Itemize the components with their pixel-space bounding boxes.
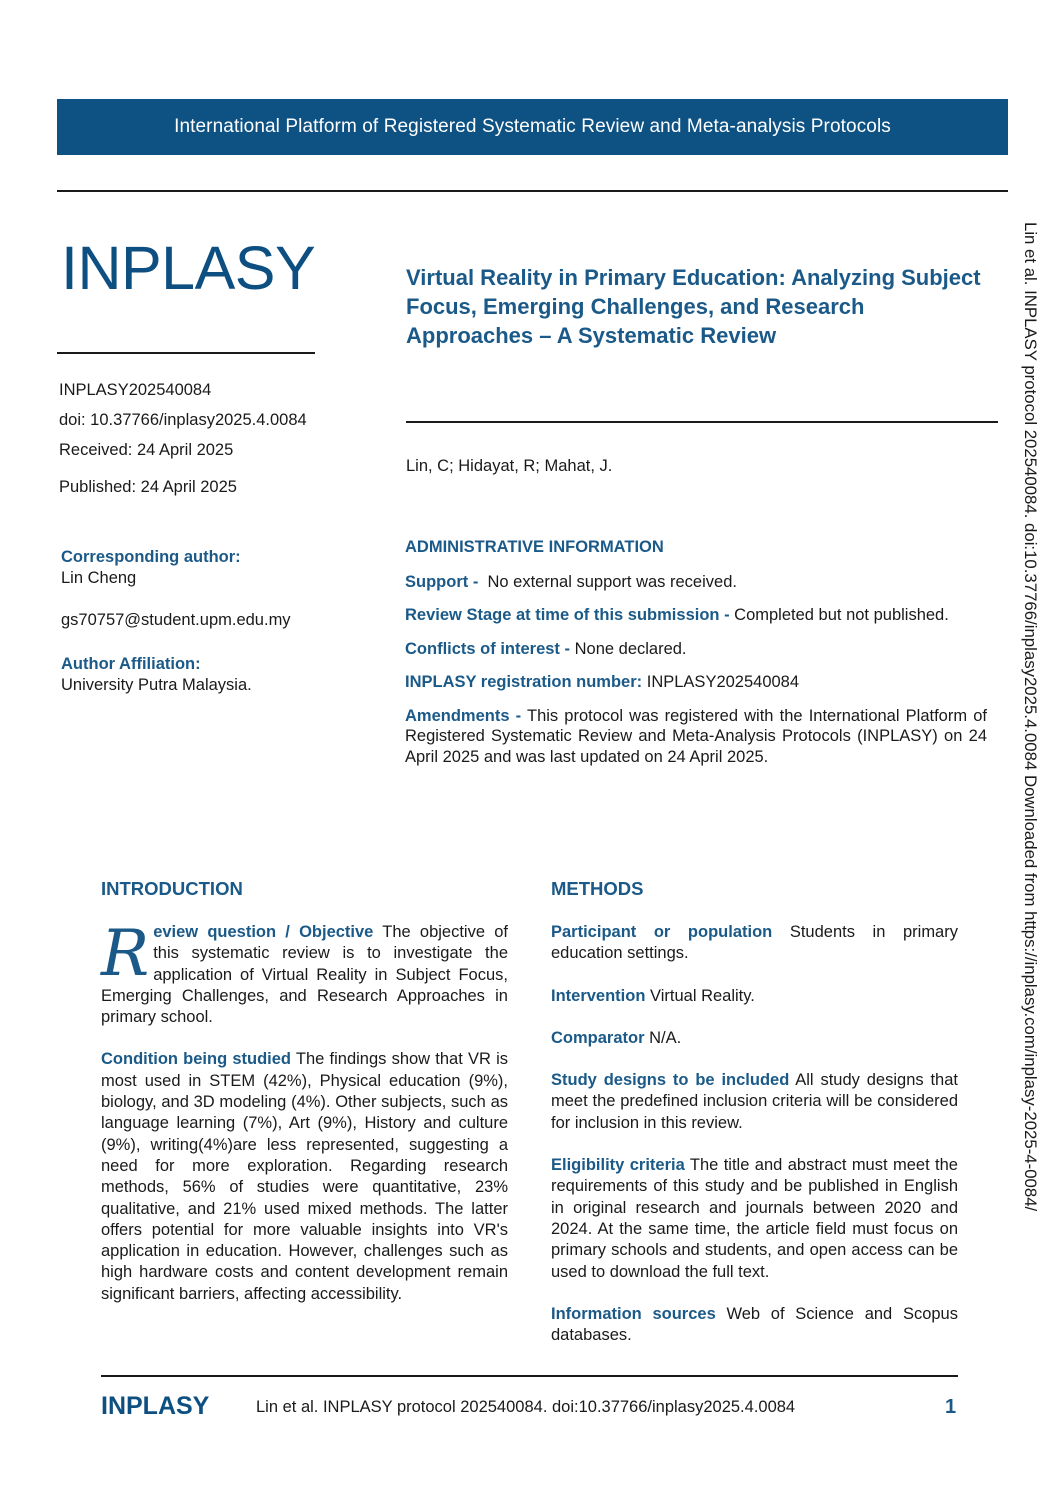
study-design-label: Study designs to be included (551, 1071, 790, 1090)
drop-cap: R (101, 917, 150, 991)
review-question-text: The objective of this systematic review is to investigate the application of Virtual Reality in Subject Focus, Emerging Challenges, and Research Approaches in primary school. (101, 923, 508, 1027)
review-question-label: eview question / Objective (153, 923, 374, 941)
admin-support (405, 572, 987, 593)
doi-text: doi: 10.37766/inplasy2025.4.0084 (59, 411, 307, 429)
conflicts-value: None declared. (574, 639, 687, 658)
header-rule (57, 190, 1008, 192)
comparator-label: Comparator (551, 1028, 645, 1047)
amendments-label: Amendments - (405, 706, 522, 725)
affiliation-label: Author Affiliation: (61, 655, 201, 673)
conflicts-label: Conflicts of interest - (405, 639, 571, 658)
paper-title: Virtual Reality in Primary Education: Analyzing Subject Focus, Emerging Challenges, and Research Approaches – A Systematic Review (406, 265, 981, 348)
condition-text: The findings show that VR is most used in STEM (42%), Physical education (9%), biology, and 3D modeling (4%). Other subjects, such as language learning (7%), Art (9%), History and culture (9%), writing(4%)are less represented, suggesting a need for more exploration. Regarding research methods, 56% of studies were quantitative, 23% qualitative, and 21% used mixed methods. The latter offers potential for more valuable insights into VR's application in education. However, challenges such as high hardware costs and content development remain significant barriers, affecting accessibility. (101, 1050, 508, 1303)
intervention-paragraph (551, 986, 958, 1007)
eligibility-paragraph (551, 1155, 958, 1283)
intervention-label: Intervention (551, 986, 646, 1005)
intervention-text: Virtual Reality. (650, 986, 755, 1005)
comparator-paragraph (551, 1028, 958, 1049)
corresponding-author-email[interactable]: gs70757@student.upm.edu.my (61, 611, 291, 629)
brand-rule (57, 352, 315, 354)
information-sources-text: Web of Science and Scopus databases. (551, 1304, 958, 1345)
header-banner: International Platform of Registered Systematic Review and Meta-analysis Protocols (57, 99, 1008, 155)
information-sources-paragraph (551, 1304, 958, 1347)
methods-heading: METHODS (551, 878, 644, 899)
footer-brand: INPLASY (101, 1392, 210, 1420)
corresponding-author-label: Corresponding author: (61, 548, 241, 566)
methods-column (551, 922, 958, 1367)
corresponding-author-block (61, 547, 371, 631)
author-list: Lin, C; Hidayat, R; Mahat, J. (406, 457, 613, 475)
administrative-information (405, 537, 987, 780)
brand-logo-text: INPLASY (61, 234, 316, 302)
information-sources-label: Information sources (551, 1304, 716, 1323)
footer-rule (101, 1375, 958, 1377)
population-text: Students in primary education settings. (551, 923, 958, 963)
registration-label: INPLASY registration number: (405, 673, 643, 691)
side-citation[interactable]: Lin et al. INPLASY protocol 202540084. doi:10.37766/inplasy2025.4.0084 Downloaded from https://inplasy.com/inplasy-2025-4-0084/ (1021, 222, 1040, 1212)
admin-conflicts (405, 639, 987, 660)
stage-value: Completed but not published. (734, 606, 949, 624)
stage-label: Review Stage at time of this submission - (405, 606, 730, 624)
corresponding-author-name: Lin Cheng (61, 569, 137, 587)
introduction-heading: INTRODUCTION (101, 878, 243, 899)
admin-heading: ADMINISTRATIVE INFORMATION (405, 538, 664, 556)
review-question-paragraph (101, 917, 508, 1028)
support-label: Support - (405, 572, 479, 591)
published-date: Published: 24 April 2025 (59, 478, 237, 496)
population-label: Participant or population (551, 923, 773, 941)
introduction-column (101, 917, 508, 1326)
support-value: No external support was received. (487, 572, 737, 591)
page-number: 1 (945, 1396, 957, 1418)
amendments-value: This protocol was registered with the International Platform of Registered Systematic Review and Meta-Analysis Protocols (INPLASY) on 24 April 2025 and was last updated on 24 April 2025. (405, 706, 987, 766)
admin-amendments (405, 706, 987, 768)
admin-registration (405, 672, 987, 693)
title-rule (406, 421, 998, 423)
population-paragraph (551, 922, 958, 965)
affiliation-value: University Putra Malaysia. (61, 676, 252, 694)
admin-stage (405, 605, 987, 626)
eligibility-label: Eligibility criteria (551, 1156, 685, 1175)
affiliation-block (61, 654, 371, 696)
registration-id: INPLASY202540084 (59, 381, 212, 399)
registration-value: INPLASY202540084 (646, 673, 800, 691)
condition-paragraph (101, 1049, 508, 1305)
condition-label: Condition being studied (101, 1050, 292, 1069)
study-design-text: All study designs that meet the predefined inclusion criteria will be considered for inclusion in this review. (551, 1071, 958, 1132)
study-design-paragraph (551, 1070, 958, 1134)
footer-citation: Lin et al. INPLASY protocol 202540084. doi:10.37766/inplasy2025.4.0084 (256, 1398, 796, 1416)
comparator-text: N/A. (649, 1028, 682, 1047)
eligibility-text: The title and abstract must meet the requirements of this study and be published in English in original research and journals between 2020 and 2024. At the same time, the article field must focus on primary schools and students, and open access can be used to download the full text. (551, 1156, 958, 1281)
received-date: Received: 24 April 2025 (59, 441, 234, 459)
